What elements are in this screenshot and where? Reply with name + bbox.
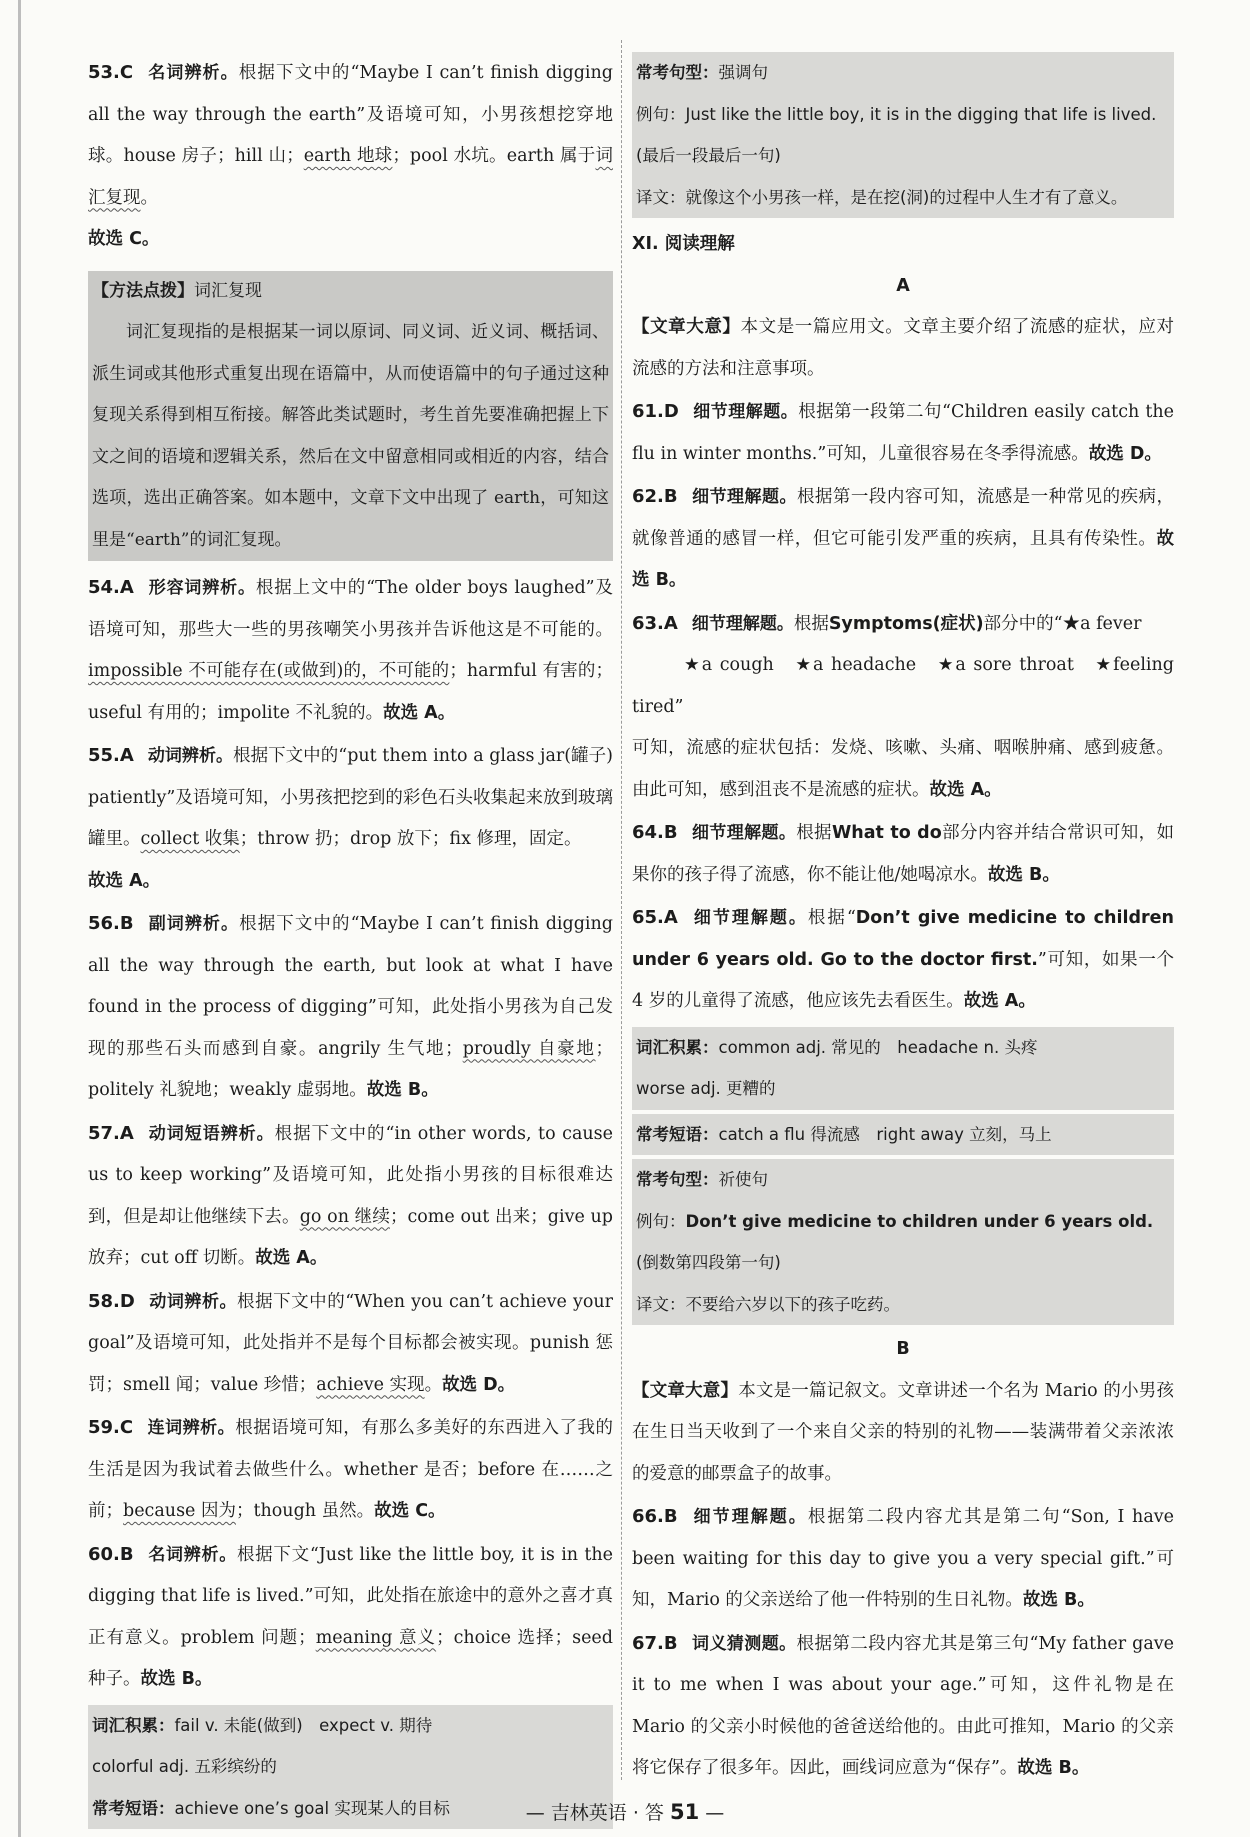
answer-58: 58.D 动词辨析。根据下文中的“When you can’t achieve your goal”及语境可知，此处指并不是每个目标都会被实现。punish 惩罚；smell 闻；value 珍惜；achieve 实现。故选 D。 — [88, 1290, 613, 1395]
answer-60: 60.B 名词辨析。根据下文“Just like the little boy, it is in the digging that life is lived.”可知，此处指在旅途中的意外之喜才真正有意义。problem 问题；meaning 意义；choice 选择；seed 种子。故选 B。 — [88, 1543, 614, 1689]
answer-66: 66.B 细节理解题。根据第二段内容尤其是第二句“Son, I have been waiting for this day to give you a very special gift.”可知，Mario 的父亲送给了他一件特别的生日礼物。故选 B。 — [632, 1506, 1175, 1610]
method-tip-title: 【方法点拨】 — [92, 280, 194, 301]
answer-54: 54.A 形容词辨析。根据上文中的“The older boys laughed”及语境可知，那些大一些的男孩嘲笑小男孩并告诉他这是不可能的。impossible 不可能存在(或做到)的，不可能的；harmful 有害的；useful 有用的；impolite 不礼貌的。故选 A。 — [88, 577, 613, 723]
vocab-box: 词汇积累：fail v. 未能(做到) expect v. 期待 colorful adj. 五彩缤纷的 常考短语：achieve one’s goal 实现某人的目标 — [88, 1705, 613, 1830]
method-tip-text: 词汇复现指的是根据某一词以原词、同义词、近义词、概括词、派生词或其他形式重复出现在语篇中，从而使语篇中的句子通过这种复现关系得到相互衔接。解答此类试题时，考生首先要准确把握上下文之间的语境和逻辑关系，然后在文中留意相同或相近的内容，结合选项，选出正确答案。如本题中，文章下文中出现了 earth，可知这里是“earth”的词汇复现。 — [92, 322, 609, 550]
right-column — [632, 52, 1174, 1791]
pattern-box-2: 常考句型：祈使句 例句：Don’t give medicine to children under 6 years old.(倒数第四段第一句) 译文：不要给六岁以下的孩子吃药。 — [632, 1159, 1174, 1325]
answer-62: 62.B 细节理解题。根据第一段内容可知，流感是一种常见的疾病，就像普通的感冒一样，但它可能引发严重的疾病，且具有传染性。故选 B。 — [632, 486, 1175, 590]
page-footer: — 吉林英语 · 答 51 — — [525, 1800, 725, 1824]
answer-64: 64.B 细节理解题。根据What to do部分内容并结合常识可知，如果你的孩子得了流感，你不能让他/她喝凉水。故选 B。 — [632, 822, 1175, 885]
answer-53: 53.C 名词辨析。根据下文中的“Maybe I can’t finish digging all the way through the earth”及语境可知，小男孩想挖穿地球。house 房子；hill 山；earth 地球；pool 水坑。earth 属于词汇复现。 故选 C。 — [88, 62, 614, 249]
vocab-box-2: 词汇积累：common adj. 常见的 headache n. 头疼 worse adj. 更糟的 — [632, 1027, 1174, 1110]
left-column — [88, 52, 613, 1833]
summary-b: 【文章大意】本文是一篇记叙文。文章讲述一个名为 Mario 的小男孩在生日当天收到了一个来自父亲的特别的礼物——装满带着父亲浓浓的爱意的邮票盒子的故事。 — [632, 1380, 1174, 1484]
summary-a: 【文章大意】本文是一篇应用文。文章主要介绍了流感的症状，应对流感的方法和注意事项。 — [632, 317, 1175, 379]
answer-55: 55.A 动词辨析。根据下文中的“put them into a glass jar(罐子) patiently”及语境可知，小男孩把挖到的彩色石头收集起来放到玻璃罐里。collect 收集；throw 扔；drop 放下；fix 修理，固定。 故选 A。 — [88, 745, 614, 891]
phrase-box-2: 常考短语：catch a flu 得流感 right away 立刻，马上 — [632, 1114, 1174, 1156]
answer-61: 61.D 细节理解题。根据第一段第二句“Children easily catch the flu in winter months.”可知，儿童很容易在冬季得流感。故选 D。 — [632, 401, 1174, 464]
part-a-heading: A — [896, 275, 910, 296]
answer-57: 57.A 动词短语辨析。根据下文中的“in other words, to cause us to keep working”及语境可知，此处指小男孩的目标很难达到，但是却让他继续下去。go on 继续；come out 出来；give up 放弃；cut off 切断。故选 A。 — [88, 1122, 614, 1268]
answer-63: 63.A 细节理解题。根据Symptoms(症状)部分中的“★a fever ★a cough ★a headache ★a sore throat ★feeling tired” 可知，流感的症状包括：发烧、咳嗽、头痛、咽喉肿痛、感到疲惫。由此可知，感到沮丧不是流感的症状。故选 A。 — [632, 612, 1174, 800]
part-b-heading: B — [896, 1339, 910, 1359]
answer-59: 59.C 连词辨析。根据语境可知，有那么多美好的东西进入了我的生活是因为我试着去做些什么。whether 是否；before 在……之前；because 因为；though 虽然。故选 C。 — [88, 1417, 614, 1521]
answer-56: 56.B 副词辨析。根据下文中的“Maybe I can’t finish digging all the way through the earth, but look at what I have found in the process of digging”可知，此处指小男孩为自己发现的那些石头而感到自豪。angrily 生气地；proudly 自豪地；politely 礼貌地；weakly 虚弱地。故选 B。 — [88, 913, 614, 1100]
answer-65: 65.A 细节理解题。根据“Don’t give medicine to children under 6 years old. Go to the doctor first.”可知，如果一个 4 岁的儿童得了流感，他应该先去看医生。故选 A。 — [632, 907, 1174, 1011]
method-tip-box: 【方法点拨】词汇复现 词汇复现指的是根据某一词以原词、同义词、近义词、概括词、派生词或其他形式重复出现在语篇中，从而使语篇中的句子通过这种复现关系得到相互衔接。解答此类试题时，考生首先要准确把握上下文之间的语境和逻辑关系，然后在文中留意相同或相近的内容，结合选项，选出正确答案。如本题中，文章下文中出现了 earth，可知这里是“earth”的词汇复现。 — [88, 271, 613, 562]
pattern-box-1: 常考句型：强调句 例句：Just like the little boy, it is in the digging that life is lived. (最后一段最后一句) 译文：就像这个小男孩一样，是在挖(洞)的过程中人生才有了意义。 — [632, 52, 1174, 218]
column-divider — [621, 40, 622, 1780]
answer-67: 67.B 词义猜测题。根据第二段内容尤其是第三句“My father gave it to me when I was about your age.”可知，这件礼物是在 Mario 的父亲小时候他的爸爸送给他的。由此可推知，Mario 的父亲将它保存了很多年。因此，画线词应意为“保存”。故选 B。 — [632, 1632, 1175, 1778]
page-number: 51 — [669, 1800, 700, 1824]
section-heading: XI. 阅读理解 — [632, 234, 735, 254]
page-edge — [18, 0, 21, 1837]
